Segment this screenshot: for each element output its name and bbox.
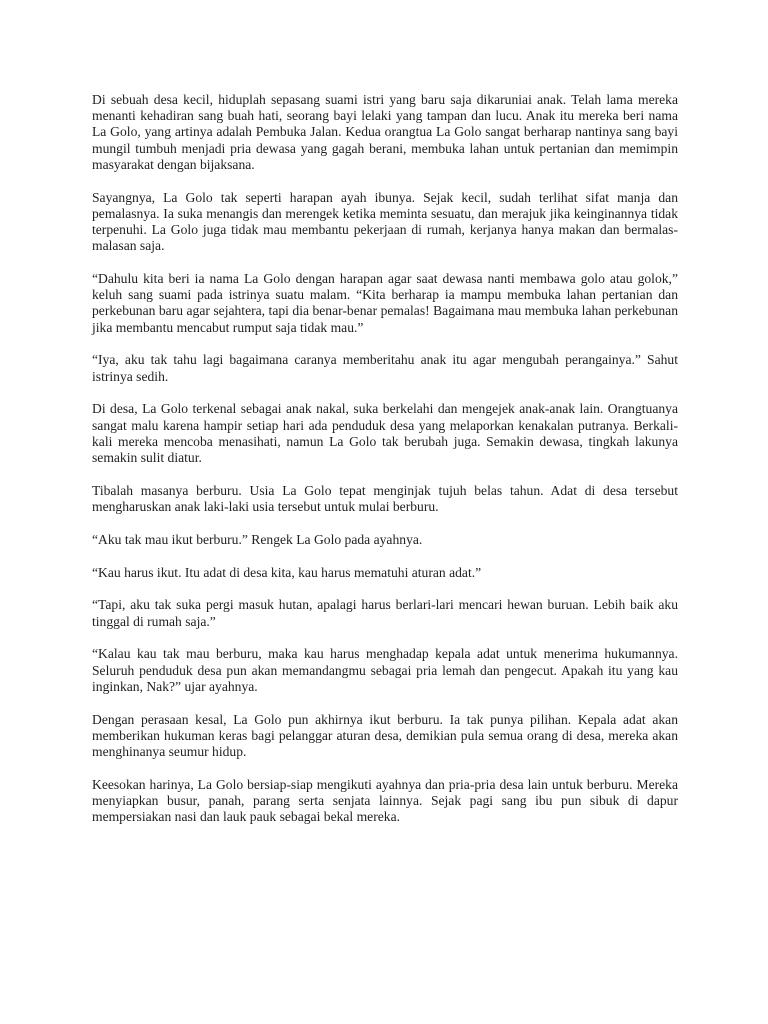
paragraph-2: Sayangnya, La Golo tak seperti harapan ayah ibunya. Sejak kecil, sudah terlihat sifat manja dan pemalasnya. Ia suka menangis dan merengek ketika meminta sesuatu, dan merajuk jika keinginannya tidak terpenuhi. La Golo juga tidak mau membantu pekerjaan di rumah, kerjanya hanya makan dan bermalas-malasan saja. bbox=[92, 189, 678, 254]
paragraph-12: Keesokan harinya, La Golo bersiap-siap mengikuti ayahnya dan pria-pria desa lain untuk berburu. Mereka menyiapkan busur, panah, parang serta senjata lainnya. Sejak pagi sang ibu pun sibuk di dapur mempersiakan nasi dan lauk pauk sebagai bekal mereka. bbox=[92, 776, 678, 825]
paragraph-5: Di desa, La Golo terkenal sebagai anak nakal, suka berkelahi dan mengejek anak-anak lain. Orangtuanya sangat malu karena hampir setiap hari ada penduduk desa yang melaporkan kenakalan putranya. Berkali-kali mereka mencoba menasihati, namun La Golo tak berubah juga. Semakin dewasa, tingkah lakunya semakin sulit diatur. bbox=[92, 401, 678, 466]
paragraph-9: “Tapi, aku tak suka pergi masuk hutan, apalagi harus berlari-lari mencari hewan buruan. Lebih baik aku tinggal di rumah saja.” bbox=[92, 597, 678, 629]
paragraph-6: Tibalah masanya berburu. Usia La Golo tepat menginjak tujuh belas tahun. Adat di desa tersebut mengharuskan anak laki-laki usia tersebut untuk mulai berburu. bbox=[92, 482, 678, 515]
paragraph-10: “Kalau kau tak mau berburu, maka kau harus menghadap kepala adat untuk menerima hukumannya. Seluruh penduduk desa pun akan memandangmu sebagai pria lemah dan pengecut. Apakah itu yang kau inginkan, Nak?” ujar ayahnya. bbox=[92, 646, 678, 694]
paragraph-8: “Kau harus ikut. Itu adat di desa kita, kau harus mematuhi aturan adat.” bbox=[92, 564, 482, 580]
paragraph-4: “Iya, aku tak tahu lagi bagaimana caranya memberitahu anak itu agar mengubah perangainya.” Sahut istrinya sedih. bbox=[92, 352, 678, 384]
paragraph-7: “Aku tak mau ikut berburu.” Rengek La Golo pada ayahnya. bbox=[92, 531, 423, 547]
paragraph-3: “Dahulu kita beri ia nama La Golo dengan harapan agar saat dewasa nanti membawa golo atau golok,” keluh sang suami pada istrinya suatu malam. “Kita berharap ia mampu membuka lahan pertanian dan perkebunan baru agar sejahtera, tapi dia benar-benar pemalas! Bagaimana mau membuka lahan perkebunan jika membantu mencabut rumput saja tidak mau.” bbox=[92, 271, 678, 335]
paragraph-1: Di sebuah desa kecil, hiduplah sepasang suami istri yang baru saja dikaruniai anak. Telah lama mereka menanti kehadiran sang buah hati, seorang bayi lelaki yang tampan dan lucu. Anak itu mereka beri nama La Golo, yang artinya adalah Pembuka Jalan. Kedua orangtua La Golo sangat berharap nantinya sang bayi mungil tumbuh menjadi pria dewasa yang gagah berani, membuka lahan untuk pertanian dan memimpin masyarakat dengan bijaksana. bbox=[92, 92, 678, 172]
paragraph-11: Dengan perasaan kesal, La Golo pun akhirnya ikut berburu. Ia tak punya pilihan. Kepala adat akan memberikan hukuman keras bagi pelanggar aturan desa, demikian pula semua orang di desa, mereka akan menghinanya seumur hidup. bbox=[92, 711, 678, 760]
